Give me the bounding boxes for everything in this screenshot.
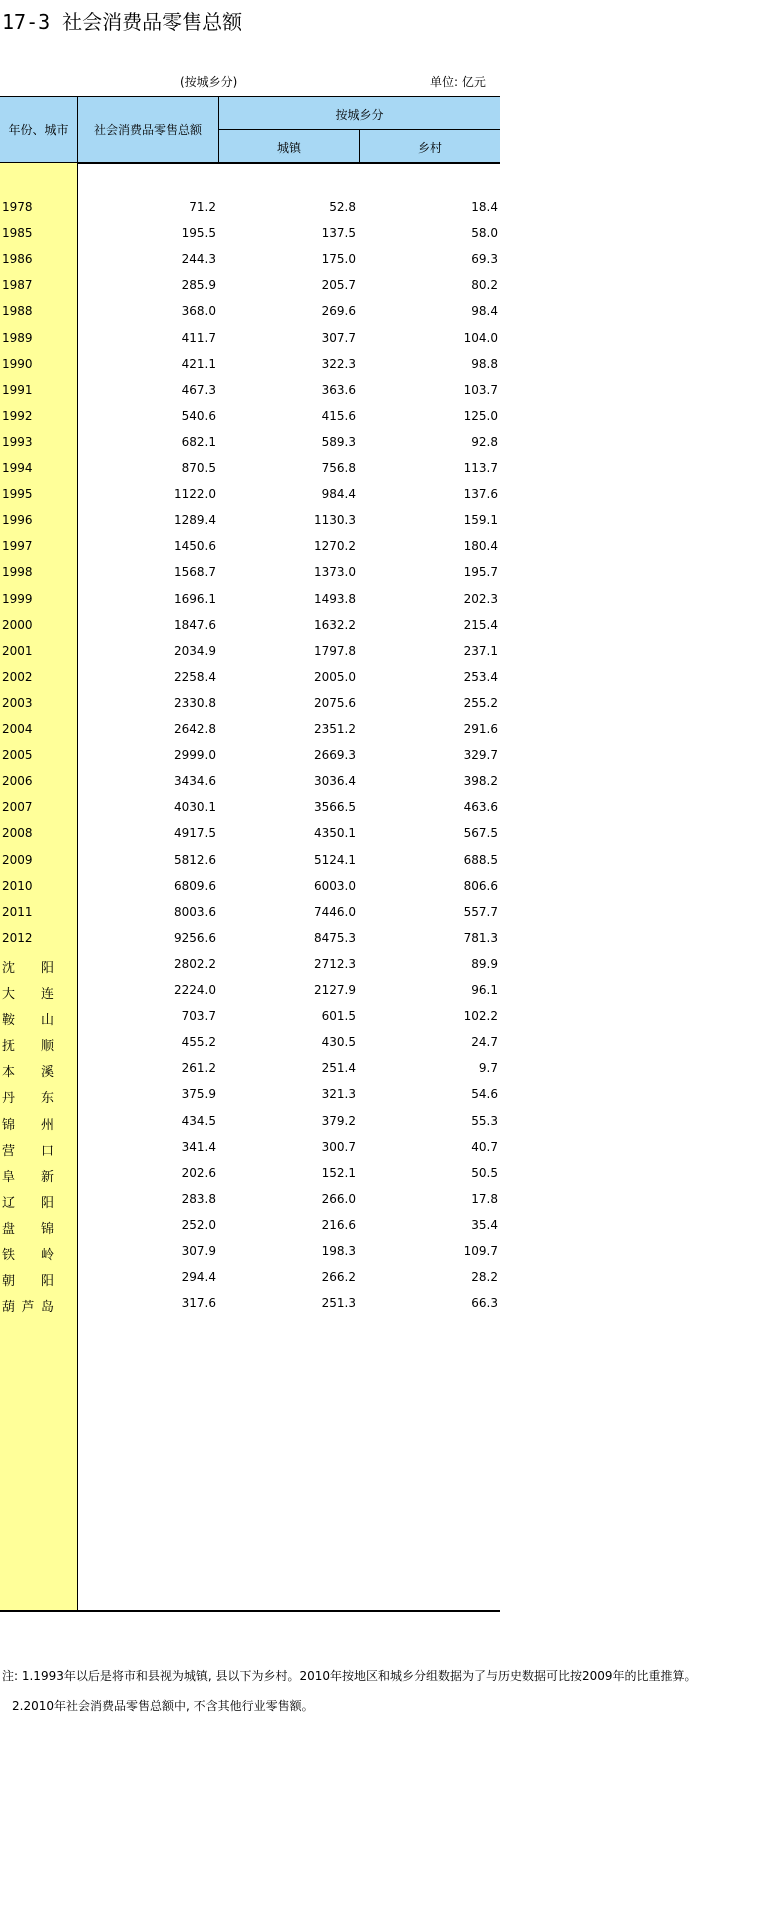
table-title: 社会消费品零售总额 xyxy=(62,10,243,34)
row-label xyxy=(2,1114,54,1133)
urban-cell: 589.3 xyxy=(321,434,356,449)
total-cell: 195.5 xyxy=(181,226,216,241)
rural-cell: 50.5 xyxy=(471,1165,498,1180)
total-cell: 2802.2 xyxy=(174,956,216,971)
row-label-char: 口 xyxy=(40,1143,54,1159)
total-cell: 252.0 xyxy=(181,1217,216,1232)
total-cell: 1696.1 xyxy=(174,591,216,606)
total-cell: 411.7 xyxy=(181,330,216,345)
row-label: 1996 xyxy=(2,513,33,528)
row-label-char: 顺 xyxy=(40,1039,54,1055)
row-label xyxy=(2,1166,54,1185)
row-label-char: 新 xyxy=(40,1169,54,1185)
total-cell: 317.6 xyxy=(181,1296,216,1311)
row-label: 1978 xyxy=(2,200,33,214)
total-cell: 2999.0 xyxy=(174,748,216,763)
row-label-char: 抚 xyxy=(2,1039,16,1055)
row-label-char: 朝 xyxy=(2,1274,16,1290)
row-label xyxy=(2,957,54,976)
urban-cell: 52.8 xyxy=(329,200,356,214)
urban-cell: 205.7 xyxy=(321,278,356,293)
total-cell: 682.1 xyxy=(181,434,216,449)
row-label xyxy=(2,983,54,1002)
row-label xyxy=(2,1087,54,1106)
row-label xyxy=(2,1009,54,1028)
total-cell: 455.2 xyxy=(181,1035,216,1050)
row-label: 1998 xyxy=(2,565,33,580)
total-cell: 703.7 xyxy=(181,1009,216,1024)
rural-cell: 9.7 xyxy=(478,1061,498,1076)
urban-cell: 8475.3 xyxy=(314,930,356,945)
urban-cell: 1493.8 xyxy=(314,591,356,606)
unit-label: 单位: 亿元 xyxy=(430,75,486,89)
row-label xyxy=(2,1244,54,1263)
rural-cell: 113.7 xyxy=(463,461,498,475)
row-label-char: 沈 xyxy=(2,960,16,976)
row-label-char: 锦 xyxy=(40,1221,54,1237)
rural-cell: 66.3 xyxy=(471,1296,498,1311)
row-label xyxy=(2,1296,54,1315)
rural-cell: 253.4 xyxy=(463,669,498,684)
total-cell: 8003.6 xyxy=(174,904,216,919)
row-label xyxy=(2,1192,54,1211)
header-top-border xyxy=(0,96,500,97)
row-label-char: 鞍 xyxy=(2,1013,16,1029)
total-cell: 261.2 xyxy=(181,1061,216,1076)
total-cell: 1450.6 xyxy=(174,539,216,554)
header-urban: 城镇 xyxy=(276,141,301,155)
row-label-char: 盘 xyxy=(2,1221,16,1237)
total-cell: 1847.6 xyxy=(174,617,216,632)
table-subtitle: (按城乡分) xyxy=(180,75,238,89)
urban-cell: 2669.3 xyxy=(314,748,356,763)
rural-cell: 80.2 xyxy=(471,278,498,293)
total-cell: 4917.5 xyxy=(174,826,216,841)
row-label: 1992 xyxy=(2,408,33,423)
rural-cell: 180.4 xyxy=(463,539,498,554)
table-number: 17-3 xyxy=(2,10,51,34)
urban-cell: 137.5 xyxy=(321,226,356,241)
urban-cell: 3566.5 xyxy=(314,800,356,815)
row-label: 2001 xyxy=(2,643,33,658)
row-label: 1997 xyxy=(2,539,33,554)
row-label: 1989 xyxy=(2,330,33,345)
urban-cell: 6003.0 xyxy=(314,878,356,893)
rural-cell: 17.8 xyxy=(471,1191,498,1206)
rural-cell: 806.6 xyxy=(463,878,498,893)
rural-cell: 398.2 xyxy=(463,774,498,789)
rural-cell: 54.6 xyxy=(471,1087,498,1102)
header-row-label: 年份、城市 xyxy=(8,123,69,137)
urban-cell: 321.3 xyxy=(321,1087,356,1102)
urban-cell: 415.6 xyxy=(321,408,356,423)
rural-cell: 69.3 xyxy=(471,252,498,267)
urban-cell: 1130.3 xyxy=(314,513,356,528)
row-label-char: 铁 xyxy=(2,1248,16,1263)
total-cell: 341.4 xyxy=(181,1139,216,1154)
urban-cell: 7446.0 xyxy=(314,904,356,919)
rural-cell: 92.8 xyxy=(471,434,498,449)
urban-cell: 300.7 xyxy=(321,1139,356,1154)
total-cell: 467.3 xyxy=(181,382,216,397)
row-label-char: 连 xyxy=(40,987,54,1002)
row-label: 1993 xyxy=(2,434,33,449)
header-rural: 乡村 xyxy=(417,141,442,155)
rural-cell: 55.3 xyxy=(471,1113,498,1128)
row-label-char: 阳 xyxy=(40,1195,54,1211)
row-label: 2002 xyxy=(2,669,33,684)
row-label: 1988 xyxy=(2,304,33,319)
total-cell: 368.0 xyxy=(181,304,216,319)
rural-cell: 103.7 xyxy=(463,382,498,397)
row-label-char: 阜 xyxy=(2,1169,16,1185)
rural-cell: 137.6 xyxy=(463,487,498,502)
total-cell: 1568.7 xyxy=(174,565,216,580)
row-label: 2003 xyxy=(2,695,33,710)
total-cell: 375.9 xyxy=(181,1087,216,1102)
rural-cell: 237.1 xyxy=(463,643,498,658)
rural-cell: 567.5 xyxy=(463,826,498,841)
table-row xyxy=(0,1288,500,1320)
urban-cell: 216.6 xyxy=(321,1217,356,1232)
row-label-char: 州 xyxy=(40,1117,54,1133)
row-label: 2010 xyxy=(2,878,33,893)
row-label-char: 岭 xyxy=(40,1248,54,1263)
row-label: 1991 xyxy=(2,382,33,397)
row-label-char: 营 xyxy=(2,1143,16,1159)
urban-cell: 984.4 xyxy=(321,487,356,502)
header-total: 社会消费品零售总额 xyxy=(93,123,202,137)
rural-cell: 781.3 xyxy=(463,930,498,945)
urban-cell: 266.0 xyxy=(321,1191,356,1206)
rural-cell: 215.4 xyxy=(463,617,498,632)
total-cell: 2258.4 xyxy=(174,669,216,684)
rural-cell: 18.4 xyxy=(471,200,498,214)
row-label-char: 阳 xyxy=(40,1274,54,1290)
total-cell: 1289.4 xyxy=(174,513,216,528)
row-label-char: 东 xyxy=(40,1091,54,1107)
urban-cell: 756.8 xyxy=(321,461,356,475)
rural-cell: 329.7 xyxy=(463,748,498,763)
rural-cell: 98.8 xyxy=(471,356,498,371)
header-group: 按城乡分 xyxy=(335,108,384,122)
total-cell: 1122.0 xyxy=(174,487,216,502)
row-label: 1990 xyxy=(2,356,33,371)
row-label-char: 溪 xyxy=(40,1065,54,1081)
rural-cell: 24.7 xyxy=(471,1035,498,1050)
total-cell: 434.5 xyxy=(181,1113,216,1128)
urban-cell: 5124.1 xyxy=(314,852,356,867)
urban-cell: 175.0 xyxy=(321,252,356,267)
row-label-char: 阳 xyxy=(40,960,54,976)
row-label: 1999 xyxy=(2,591,33,606)
row-label: 1987 xyxy=(2,278,33,293)
rural-cell: 125.0 xyxy=(463,408,498,423)
row-label xyxy=(2,1140,54,1159)
rural-cell: 40.7 xyxy=(471,1139,498,1154)
urban-cell: 307.7 xyxy=(321,330,356,345)
total-cell: 6809.6 xyxy=(174,878,216,893)
urban-cell: 2712.3 xyxy=(314,956,356,971)
table-bottom-border xyxy=(0,1610,500,1612)
row-label xyxy=(2,1061,54,1080)
row-label-char: 辽 xyxy=(2,1195,16,1211)
page-title xyxy=(2,6,242,35)
row-label: 1985 xyxy=(2,226,33,241)
total-cell: 285.9 xyxy=(181,278,216,293)
rural-cell: 557.7 xyxy=(463,904,498,919)
urban-cell: 2351.2 xyxy=(314,722,356,736)
row-label-char: 大 xyxy=(2,987,16,1002)
row-label xyxy=(2,1218,54,1237)
total-cell: 71.2 xyxy=(189,200,216,214)
row-label: 2006 xyxy=(2,774,33,789)
rural-cell: 35.4 xyxy=(471,1217,498,1232)
rural-cell: 104.0 xyxy=(463,330,498,345)
row-label: 2004 xyxy=(2,722,33,736)
row-label-char: 岛 xyxy=(40,1300,54,1316)
urban-cell: 379.2 xyxy=(321,1113,356,1128)
urban-cell: 430.5 xyxy=(321,1035,356,1050)
total-cell: 283.8 xyxy=(181,1191,216,1206)
rural-cell: 463.6 xyxy=(463,800,498,815)
rural-cell: 98.4 xyxy=(471,304,498,319)
urban-cell: 152.1 xyxy=(321,1165,356,1180)
rural-cell: 89.9 xyxy=(471,956,498,971)
urban-cell: 198.3 xyxy=(321,1244,356,1258)
urban-cell: 2005.0 xyxy=(314,669,356,684)
footnote-2: 2.2010年社会消费品零售总额中, 不含其他行业零售额。 xyxy=(12,1699,314,1713)
row-label-char: 丹 xyxy=(2,1091,16,1107)
rural-cell: 109.7 xyxy=(463,1244,498,1258)
urban-cell: 266.2 xyxy=(321,1270,356,1285)
row-label: 1994 xyxy=(2,461,33,475)
total-cell: 421.1 xyxy=(181,356,216,371)
total-cell: 3434.6 xyxy=(174,774,216,789)
urban-cell: 363.6 xyxy=(321,382,356,397)
total-cell: 2642.8 xyxy=(174,722,216,736)
urban-cell: 3036.4 xyxy=(314,774,356,789)
row-label-char: 芦 xyxy=(21,1300,35,1316)
row-label: 1986 xyxy=(2,252,33,267)
row-label xyxy=(2,1035,54,1054)
urban-cell: 601.5 xyxy=(321,1009,356,1024)
urban-cell: 251.3 xyxy=(321,1296,356,1311)
total-cell: 2034.9 xyxy=(174,643,216,658)
rural-cell: 202.3 xyxy=(463,591,498,606)
row-label xyxy=(2,1270,54,1289)
rural-cell: 688.5 xyxy=(463,852,498,867)
total-cell: 870.5 xyxy=(181,461,216,475)
row-label: 1995 xyxy=(2,487,33,502)
row-label-char: 葫 xyxy=(2,1300,16,1316)
total-cell: 5812.6 xyxy=(174,852,216,867)
urban-cell: 322.3 xyxy=(321,356,356,371)
urban-cell: 2127.9 xyxy=(314,983,356,997)
total-cell: 9256.6 xyxy=(174,930,216,945)
rural-cell: 291.6 xyxy=(463,722,498,736)
total-cell: 540.6 xyxy=(181,408,216,423)
total-cell: 307.9 xyxy=(181,1244,216,1258)
urban-cell: 2075.6 xyxy=(314,695,356,710)
row-label-char: 锦 xyxy=(2,1117,16,1133)
total-cell: 202.6 xyxy=(181,1165,216,1180)
row-label: 2008 xyxy=(2,826,33,841)
row-label-char: 山 xyxy=(40,1013,54,1029)
row-label: 2011 xyxy=(2,904,33,919)
urban-cell: 1797.8 xyxy=(314,643,356,658)
rural-cell: 96.1 xyxy=(471,983,498,997)
row-label: 2007 xyxy=(2,800,33,815)
urban-cell: 1632.2 xyxy=(314,617,356,632)
urban-cell: 1270.2 xyxy=(314,539,356,554)
row-label: 2009 xyxy=(2,852,33,867)
urban-cell: 269.6 xyxy=(321,304,356,319)
total-cell: 4030.1 xyxy=(174,800,216,815)
total-cell: 2330.8 xyxy=(174,695,216,710)
urban-cell: 4350.1 xyxy=(314,826,356,841)
footnote-1: 注: 1.1993年以后是将市和县视为城镇, 县以下为乡村。2010年按地区和城乡分组数据为了与历史数据可比按2009年的比重推算。 xyxy=(2,1669,697,1683)
rural-cell: 159.1 xyxy=(463,513,498,528)
rural-cell: 58.0 xyxy=(471,226,498,241)
urban-cell: 251.4 xyxy=(321,1061,356,1076)
total-cell: 294.4 xyxy=(181,1270,216,1285)
rural-cell: 102.2 xyxy=(463,1009,498,1024)
row-label: 2012 xyxy=(2,930,33,945)
urban-cell: 1373.0 xyxy=(314,565,356,580)
rural-cell: 28.2 xyxy=(471,1270,498,1285)
total-cell: 244.3 xyxy=(181,252,216,267)
row-label-char: 本 xyxy=(2,1065,16,1081)
row-label: 2000 xyxy=(2,617,33,632)
rural-cell: 255.2 xyxy=(463,695,498,710)
rural-cell: 195.7 xyxy=(463,565,498,580)
total-cell: 2224.0 xyxy=(174,983,216,997)
row-label: 2005 xyxy=(2,748,33,763)
